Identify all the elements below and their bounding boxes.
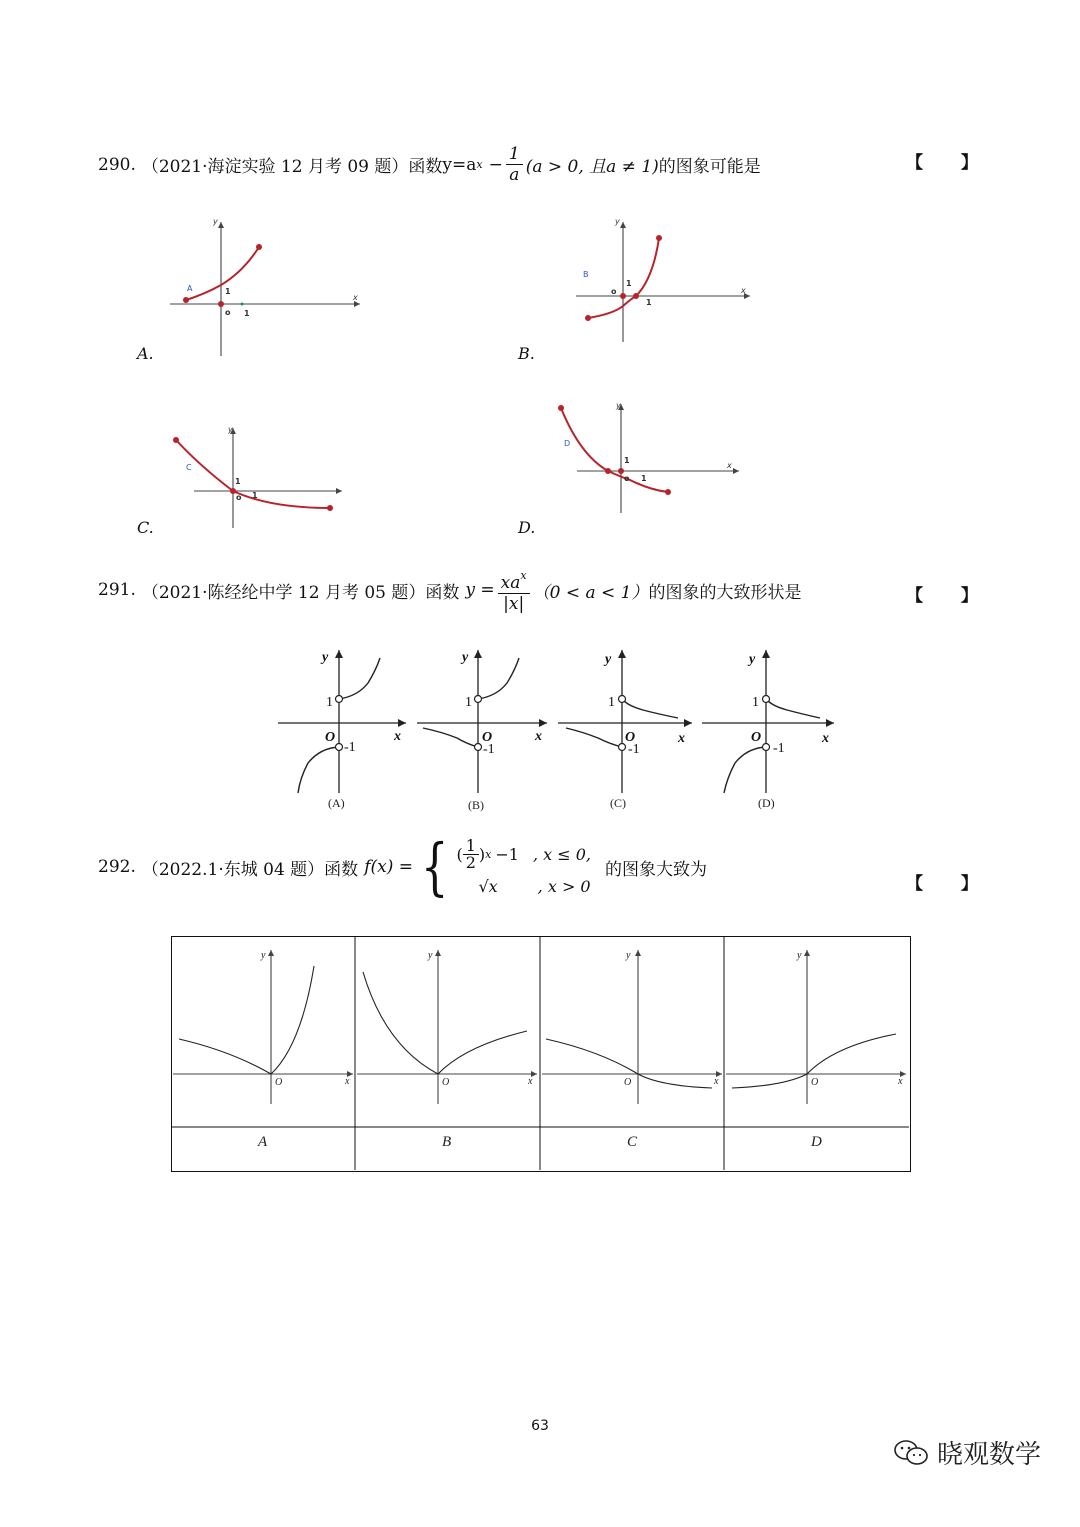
q290-label-a: A.: [137, 344, 154, 363]
q290-a-x: x: [353, 293, 358, 302]
watermark: [893, 1434, 1041, 1471]
q290-b-y: y: [615, 217, 620, 226]
q290-source: （2021·海淀实验 12 月考 09 题）函数: [141, 157, 443, 177]
q292-label-a: A: [258, 1134, 268, 1150]
q292-brace: {: [420, 830, 449, 903]
q291-frac-sup: x: [520, 569, 527, 582]
q290-c-one-x: 1: [252, 491, 258, 500]
q290-text-after: 的图象可能是: [658, 157, 761, 177]
q290-b-one-x: 1: [646, 298, 652, 307]
q290-a-one-x: 1: [244, 309, 250, 318]
q290-d-inner: D: [564, 439, 571, 448]
q291-b-x: x: [535, 729, 542, 744]
q291-text-after: 的图象的大致形状是: [648, 582, 802, 603]
q292-stem: [98, 830, 707, 903]
q292-text-after: 的图象大致为: [604, 859, 707, 880]
q291-a-x: x: [394, 729, 401, 744]
q291-c-y: y: [605, 652, 612, 667]
q291-graph-b: [417, 648, 552, 813]
q290-label-c: C.: [137, 518, 154, 537]
q291-c-origin: O: [625, 730, 636, 745]
q290-d-one-x: 1: [641, 474, 647, 483]
svg-text:O: O: [275, 1077, 283, 1088]
q290-formula-y: y=a: [442, 154, 477, 175]
q290-d-y: y: [616, 401, 621, 410]
q291-caption-a: (A): [328, 796, 345, 810]
q292-case1-frac: $\frac{1}{2}$: [463, 838, 479, 871]
q291-caption-c: (C): [610, 796, 626, 810]
q290-cond: (a > 0, 且a ≠ 1): [525, 157, 659, 177]
q290-b-one-y: 1: [626, 279, 632, 288]
q291-graph-c: [558, 648, 693, 813]
q290-graph-c: [170, 424, 350, 534]
q290-d-one-y: 1: [624, 456, 630, 465]
q290-b-x: x: [741, 286, 746, 295]
q290-a-inner: A: [187, 284, 193, 293]
q290-d-origin: o: [624, 474, 630, 483]
q291-c-x: x: [678, 731, 685, 746]
page-number: 63: [531, 1418, 549, 1434]
q291-d-one: 1: [752, 695, 759, 710]
q291-d-neg-one: -1: [773, 741, 785, 756]
q290-b-inner: B: [583, 270, 589, 279]
q291-c-one: 1: [608, 695, 615, 710]
q291-d-x: x: [822, 731, 829, 746]
q292-label-c: C: [627, 1134, 638, 1150]
svg-text:x: x: [528, 1076, 533, 1087]
q291-graph-d: [702, 648, 837, 813]
q291-c-neg-one: -1: [628, 742, 640, 757]
q290-frac-num: 1: [506, 144, 523, 165]
q292-graph-a: [173, 950, 353, 1150]
q290-frac-den: a: [509, 165, 520, 185]
q291-caption-b: (B): [468, 798, 484, 812]
q290-number: 290.: [98, 154, 136, 175]
q290-c-y: y: [228, 425, 233, 434]
q291-a-one: 1: [326, 695, 333, 710]
svg-text:x: x: [898, 1076, 903, 1087]
svg-text:O: O: [442, 1077, 450, 1088]
q291-d-origin: O: [751, 730, 762, 745]
q290-d-x: x: [727, 461, 732, 470]
q290-a-origin: o: [225, 308, 231, 317]
q290-b-origin: o: [611, 287, 617, 296]
q291-stem: [98, 566, 802, 614]
q291-cond: （0 < a < 1）: [532, 582, 649, 603]
q290-graph-d: [555, 400, 745, 515]
watermark-text: 晓观数学: [937, 1440, 1042, 1470]
q290-frac: [506, 144, 523, 185]
q291-caption-d: (D): [758, 796, 775, 810]
q291-b-y: y: [462, 650, 469, 665]
q291-b-one: 1: [465, 695, 472, 710]
q290-formula-sup: x: [476, 158, 483, 171]
q291-source: （2021·陈经纶中学 12 月考 05 题）函数: [141, 582, 460, 603]
svg-text:y: y: [261, 950, 266, 961]
q292-case-2: √x , x > 0: [478, 877, 591, 896]
q291-frac-den: |x|: [503, 594, 525, 614]
q290-stem: [98, 144, 761, 185]
q290-minus: −: [488, 154, 503, 175]
q292-fx: f(x) =: [364, 857, 413, 877]
q291-a-neg-one: -1: [344, 740, 356, 755]
q292-cases: [456, 838, 591, 896]
q290-a-one-y: 1: [225, 287, 231, 296]
q292-label-d: D: [811, 1134, 822, 1150]
q290-graph-a: [165, 214, 365, 364]
q291-answer-bracket: 【】: [906, 586, 1016, 606]
q291-graph-a: [278, 648, 413, 813]
q290-c-origin: o: [236, 493, 242, 502]
q292-case-1: ( $\frac{1}{2}$ ) x −1 , x ≤ 0,: [456, 836, 591, 872]
q290-answer-bracket: 【】: [906, 153, 1016, 173]
wechat-icon: [893, 1438, 929, 1468]
q291-frac-num: xa: [500, 573, 521, 593]
q292-source: （2022.1·东城 04 题）函数: [141, 859, 359, 880]
svg-text:y: y: [626, 950, 631, 961]
svg-text:O: O: [811, 1077, 819, 1088]
q290-label-b: B.: [518, 344, 535, 363]
q291-b-neg-one: -1: [483, 742, 495, 757]
q292-graph-d: [726, 950, 906, 1150]
q292-graph-b: [357, 950, 537, 1150]
q292-grid-lines: [171, 936, 909, 1170]
q292-graph-c: [542, 950, 722, 1150]
q291-frac: [498, 566, 530, 614]
q291-formula-y: y =: [465, 580, 495, 600]
svg-text:x: x: [714, 1076, 719, 1087]
q291-number: 291.: [98, 580, 136, 600]
svg-text:x: x: [345, 1076, 350, 1087]
q292-number: 292.: [98, 857, 136, 877]
q290-a-y: y: [213, 217, 218, 226]
q291-d-y: y: [749, 652, 756, 667]
q292-answer-bracket: 【】: [906, 874, 1016, 894]
svg-text:y: y: [428, 950, 433, 961]
q291-a-y: y: [322, 650, 329, 665]
svg-text:y: y: [797, 950, 802, 961]
q291-a-origin: O: [325, 730, 336, 745]
q291-b-origin: O: [482, 730, 493, 745]
q290-c-inner: C: [186, 463, 192, 472]
q290-graph-b: [573, 214, 758, 344]
q292-label-b: B: [442, 1134, 452, 1150]
q290-label-d: D.: [518, 518, 536, 537]
svg-text:O: O: [624, 1077, 632, 1088]
q290-c-one-y: 1: [235, 477, 241, 486]
